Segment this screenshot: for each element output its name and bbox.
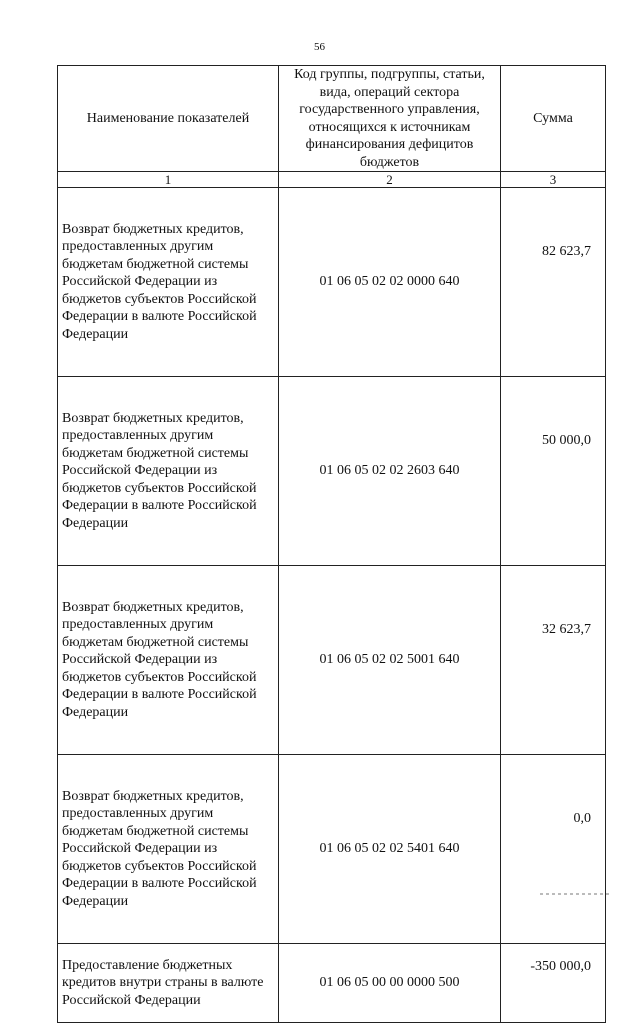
table-row bbox=[58, 377, 606, 566]
sum-cell: 50 000,0 bbox=[501, 377, 606, 566]
budget-sources-table bbox=[57, 65, 606, 1023]
sum-cell: 32 623,7 bbox=[501, 566, 606, 755]
indicator-name-cell: Возврат бюджетных кредитов, предоставленных другим бюджетам бюджетной системы Российской Федерации из бюджетов субъектов Российской Федерации в валюте Российской Федерации bbox=[58, 188, 279, 377]
sum-cell: 82 623,7 bbox=[501, 188, 606, 377]
table-row bbox=[58, 566, 606, 755]
table-row bbox=[58, 944, 606, 1023]
header-sum: Сумма bbox=[501, 66, 606, 172]
table-row bbox=[58, 755, 606, 944]
sum-cell: 0,0 bbox=[501, 755, 606, 944]
column-number: 3 bbox=[501, 172, 606, 188]
table-header-row bbox=[58, 66, 606, 172]
classification-code-cell: 01 06 05 02 02 0000 640 bbox=[279, 188, 501, 377]
indicator-name-cell: Возврат бюджетных кредитов, предоставленных другим бюджетам бюджетной системы Российской Федерации из бюджетов субъектов Российской Федерации в валюте Российской Федерации bbox=[58, 755, 279, 944]
header-classification-code: Код группы, подгруппы, статьи, вида, операций сектора государственного управления, относящихся к источникам финансирования дефицитов бюджетов bbox=[279, 66, 501, 172]
indicator-name-cell: Возврат бюджетных кредитов, предоставленных другим бюджетам бюджетной системы Российской Федерации из бюджетов субъектов Российской Федерации в валюте Российской Федерации bbox=[58, 566, 279, 755]
classification-code-cell: 01 06 05 02 02 5401 640 bbox=[279, 755, 501, 944]
page-number: 56 bbox=[314, 41, 325, 53]
column-number: 1 bbox=[58, 172, 279, 188]
header-indicator-name: Наименование показателей bbox=[58, 66, 279, 172]
column-number-row bbox=[58, 172, 606, 188]
column-number: 2 bbox=[279, 172, 501, 188]
sum-cell: -350 000,0 bbox=[501, 944, 606, 1023]
classification-code-cell: 01 06 05 00 00 0000 500 bbox=[279, 944, 501, 1023]
classification-code-cell: 01 06 05 02 02 2603 640 bbox=[279, 377, 501, 566]
indicator-name-cell: Предоставление бюджетных кредитов внутри страны в валюте Российской Федерации bbox=[58, 944, 279, 1023]
classification-code-cell: 01 06 05 02 02 5001 640 bbox=[279, 566, 501, 755]
indicator-name-cell: Возврат бюджетных кредитов, предоставленных другим бюджетам бюджетной системы Российской Федерации из бюджетов субъектов Российской Федерации в валюте Российской Федерации bbox=[58, 377, 279, 566]
table-row bbox=[58, 188, 606, 377]
scan-artifact bbox=[540, 893, 610, 895]
